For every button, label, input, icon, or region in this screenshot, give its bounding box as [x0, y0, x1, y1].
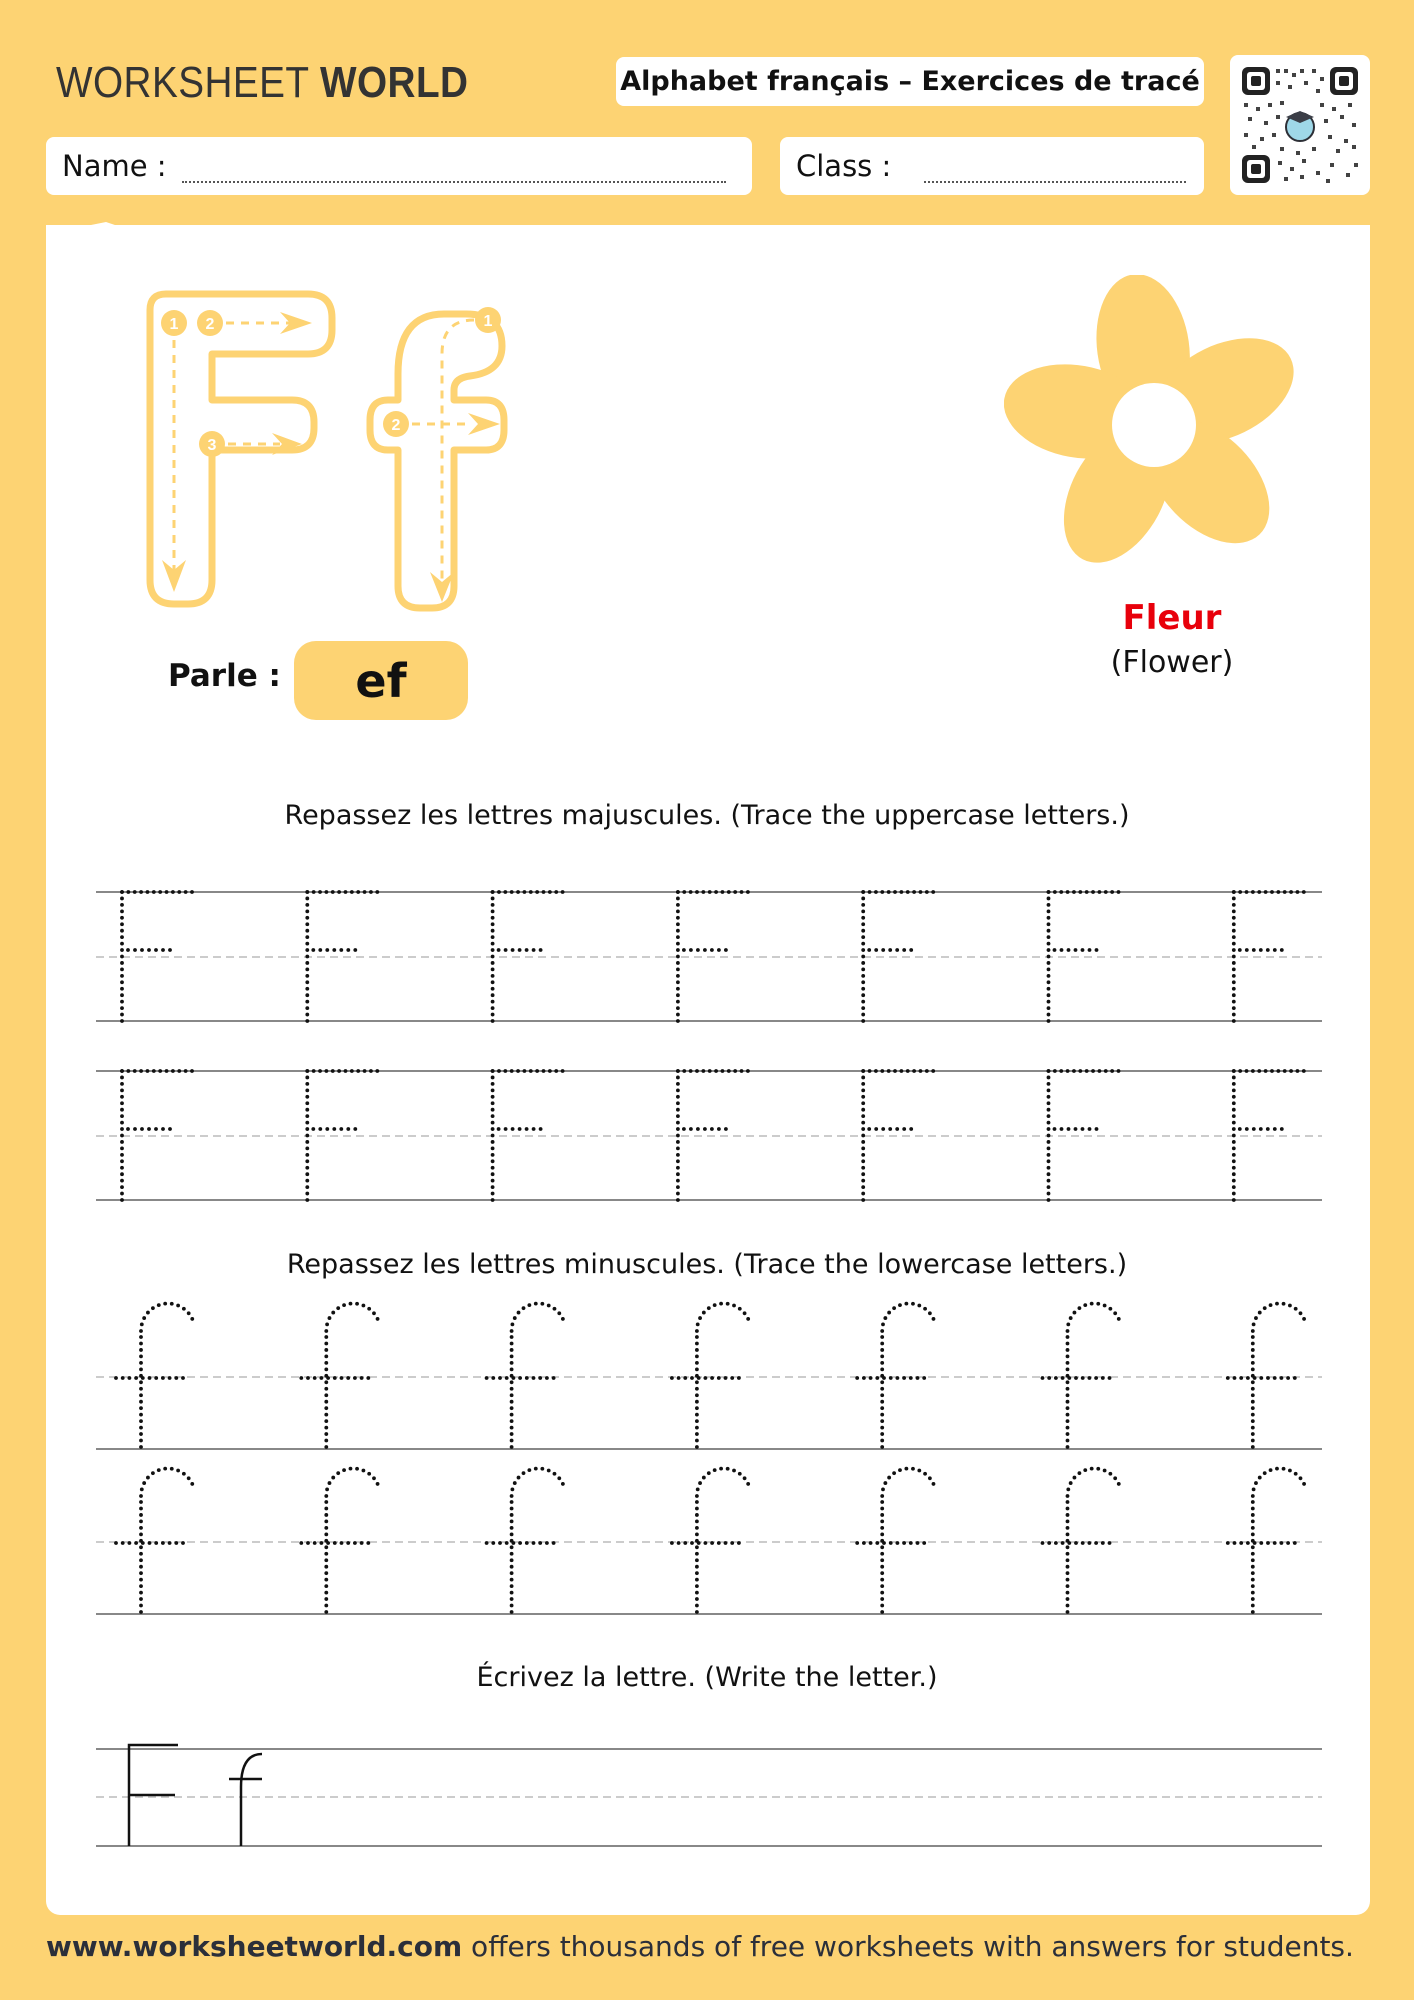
- pronunciation-label: Parle :: [168, 658, 281, 694]
- svg-text:2: 2: [391, 417, 401, 434]
- uppercase-heading: Repassez les lettres majuscules. (Trace the uppercase letters.): [284, 800, 1130, 831]
- svg-text:1: 1: [483, 313, 493, 330]
- svg-text:3: 3: [207, 437, 217, 454]
- footer-text: www.worksheetworld.com offers thousands of free worksheets with answers for students.: [46, 1930, 1354, 1963]
- svg-text:1: 1: [169, 316, 179, 333]
- class-label: Class :: [796, 149, 892, 183]
- picture-word: Fleur: [1122, 598, 1222, 638]
- name-label: Name :: [62, 149, 167, 183]
- brand-name: WORKSHEET WORLD: [56, 58, 469, 107]
- footer-link[interactable]: www.worksheetworld.com: [46, 1930, 463, 1963]
- lowercase-heading: Repassez les lettres minuscules. (Trace the lowercase letters.): [286, 1249, 1128, 1280]
- worksheet-title: Alphabet français – Exercices de tracé: [616, 57, 1204, 106]
- picture-translation: (Flower): [1110, 645, 1234, 680]
- write-heading: Écrivez la lettre. (Write the letter.): [476, 1662, 938, 1693]
- svg-text:2: 2: [205, 316, 215, 333]
- pronunciation-badge[interactable]: ef: [294, 641, 468, 720]
